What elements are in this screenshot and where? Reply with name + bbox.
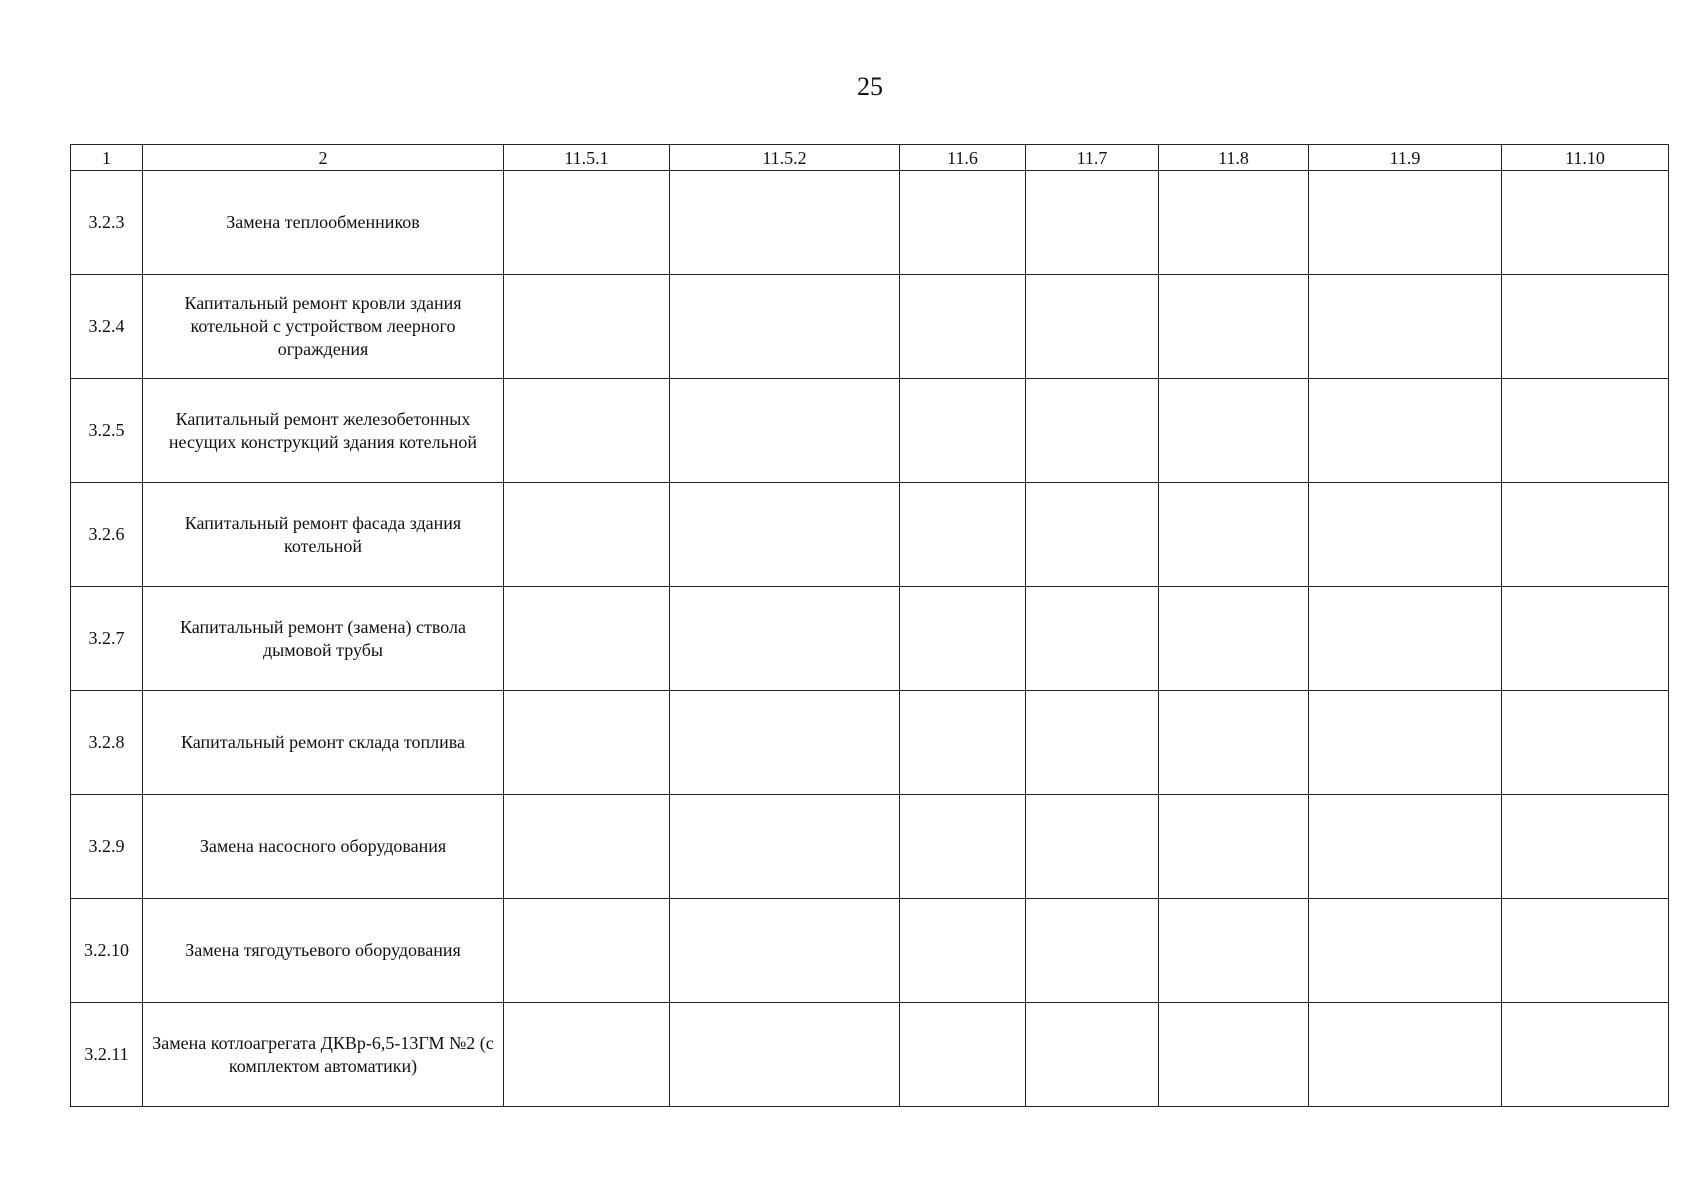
empty-cell	[1026, 275, 1159, 379]
empty-cell	[1502, 171, 1669, 275]
table-row	[71, 483, 1669, 587]
empty-cell	[1502, 1003, 1669, 1107]
row-name: Замена тягодутьевого оборудования	[143, 899, 504, 1003]
empty-cell	[1309, 587, 1502, 691]
column-header: 2	[143, 145, 504, 171]
row-name: Капитальный ремонт фасада здания котельной	[143, 483, 504, 587]
empty-cell	[900, 171, 1026, 275]
row-number: 3.2.8	[71, 691, 143, 795]
column-header: 1	[71, 145, 143, 171]
table-row	[71, 587, 1669, 691]
empty-cell	[504, 483, 670, 587]
empty-cell	[1502, 899, 1669, 1003]
empty-cell	[1026, 587, 1159, 691]
empty-cell	[900, 587, 1026, 691]
empty-cell	[670, 587, 900, 691]
row-name: Замена котлоагрегата ДКВр-6,5-13ГМ №2 (с комплектом автоматики)	[143, 1003, 504, 1107]
empty-cell	[1026, 691, 1159, 795]
row-name: Капитальный ремонт склада топлива	[143, 691, 504, 795]
table-row	[71, 171, 1669, 275]
empty-cell	[1309, 379, 1502, 483]
empty-cell	[1309, 691, 1502, 795]
table-row	[71, 899, 1669, 1003]
column-header: 11.8	[1159, 145, 1309, 171]
empty-cell	[670, 275, 900, 379]
empty-cell	[900, 899, 1026, 1003]
empty-cell	[670, 899, 900, 1003]
table-row	[71, 1003, 1669, 1107]
column-header: 11.9	[1309, 145, 1502, 171]
empty-cell	[1309, 275, 1502, 379]
empty-cell	[670, 795, 900, 899]
empty-cell	[1502, 795, 1669, 899]
table-row	[71, 379, 1669, 483]
empty-cell	[504, 587, 670, 691]
empty-cell	[1159, 483, 1309, 587]
column-header: 11.5.1	[504, 145, 670, 171]
row-number: 3.2.5	[71, 379, 143, 483]
data-table	[70, 144, 1669, 1107]
empty-cell	[1159, 275, 1309, 379]
empty-cell	[1502, 379, 1669, 483]
empty-cell	[900, 691, 1026, 795]
empty-cell	[1159, 691, 1309, 795]
row-name: Замена насосного оборудования	[143, 795, 504, 899]
empty-cell	[670, 379, 900, 483]
table-row	[71, 691, 1669, 795]
empty-cell	[1159, 587, 1309, 691]
empty-cell	[504, 275, 670, 379]
empty-cell	[1309, 795, 1502, 899]
empty-cell	[670, 1003, 900, 1107]
empty-cell	[1502, 587, 1669, 691]
row-number: 3.2.9	[71, 795, 143, 899]
row-name: Капитальный ремонт (замена) ствола дымовой трубы	[143, 587, 504, 691]
row-number: 3.2.4	[71, 275, 143, 379]
empty-cell	[670, 691, 900, 795]
empty-cell	[504, 379, 670, 483]
row-number: 3.2.10	[71, 899, 143, 1003]
empty-cell	[1026, 171, 1159, 275]
empty-cell	[1026, 483, 1159, 587]
row-number: 3.2.6	[71, 483, 143, 587]
column-header: 11.10	[1502, 145, 1669, 171]
empty-cell	[1502, 275, 1669, 379]
empty-cell	[900, 275, 1026, 379]
table-row	[71, 795, 1669, 899]
row-name: Капитальный ремонт железобетонных несущих конструкций здания котельной	[143, 379, 504, 483]
empty-cell	[504, 691, 670, 795]
empty-cell	[1159, 795, 1309, 899]
empty-cell	[670, 171, 900, 275]
column-header: 11.5.2	[670, 145, 900, 171]
empty-cell	[1026, 1003, 1159, 1107]
header-row	[71, 145, 1669, 171]
row-number: 3.2.11	[71, 1003, 143, 1107]
table-row	[71, 275, 1669, 379]
empty-cell	[1026, 899, 1159, 1003]
row-name: Замена теплообменников	[143, 171, 504, 275]
column-header: 11.6	[900, 145, 1026, 171]
empty-cell	[1502, 691, 1669, 795]
row-number: 3.2.7	[71, 587, 143, 691]
row-number: 3.2.3	[71, 171, 143, 275]
empty-cell	[1309, 1003, 1502, 1107]
empty-cell	[504, 899, 670, 1003]
empty-cell	[504, 171, 670, 275]
empty-cell	[1159, 1003, 1309, 1107]
empty-cell	[504, 1003, 670, 1107]
empty-cell	[900, 483, 1026, 587]
empty-cell	[900, 379, 1026, 483]
empty-cell	[1309, 899, 1502, 1003]
empty-cell	[900, 1003, 1026, 1107]
empty-cell	[504, 795, 670, 899]
empty-cell	[900, 795, 1026, 899]
empty-cell	[1026, 795, 1159, 899]
empty-cell	[1309, 171, 1502, 275]
empty-cell	[1502, 483, 1669, 587]
empty-cell	[670, 483, 900, 587]
row-name: Капитальный ремонт кровли здания котельной с устройством леерного ограждения	[143, 275, 504, 379]
empty-cell	[1159, 379, 1309, 483]
empty-cell	[1026, 379, 1159, 483]
empty-cell	[1159, 899, 1309, 1003]
page-number: 25	[857, 72, 883, 101]
empty-cell	[1159, 171, 1309, 275]
empty-cell	[1309, 483, 1502, 587]
column-header: 11.7	[1026, 145, 1159, 171]
